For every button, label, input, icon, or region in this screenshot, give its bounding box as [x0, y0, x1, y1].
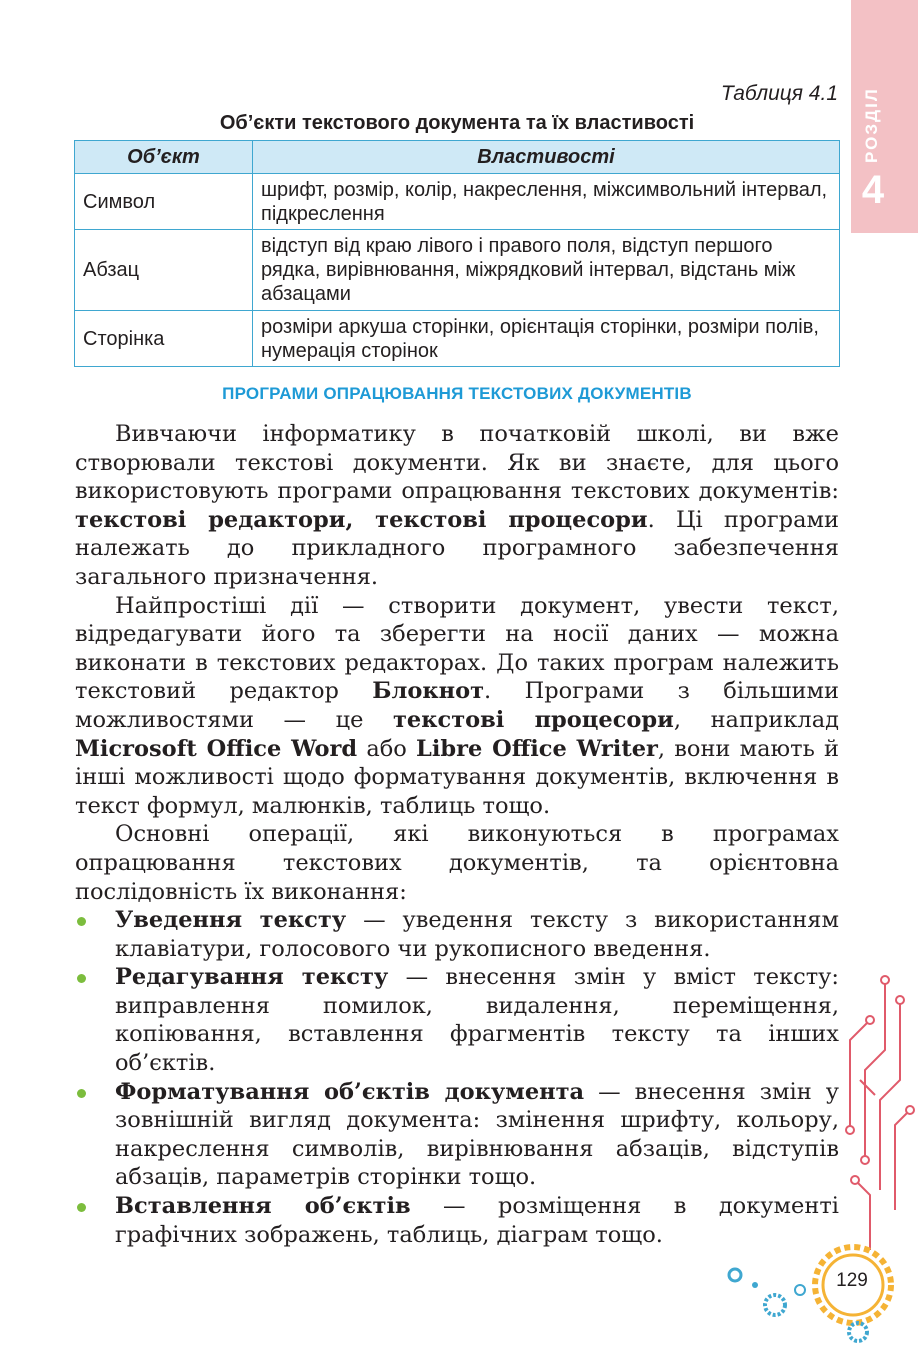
table-cell-object: Абзац [75, 230, 253, 311]
bold-term: Libre Office Writer [416, 735, 658, 762]
text-run: , [345, 506, 376, 533]
paragraph: Основні операції, які виконуються в програмах опрацювання текстових документів, та орієнтовна послідовність їх виконання: [75, 821, 839, 905]
text-run: або [357, 735, 417, 762]
table-header-row [75, 141, 840, 174]
properties-table [74, 140, 840, 367]
bullet-icon [77, 1203, 86, 1212]
bold-term: Уведення тексту [115, 907, 347, 934]
bold-term: текстові редактори [75, 506, 346, 533]
paragraph [75, 592, 839, 821]
table-cell-object: Символ [75, 174, 253, 230]
table-header-object: Об’єкт [75, 141, 253, 174]
list-item [75, 906, 839, 963]
section-title: ПРОГРАМИ ОПРАЦЮВАННЯ ТЕКСТОВИХ ДОКУМЕНТІВ [222, 384, 692, 403]
text-run: — уведення тексту з використанням клавіатури, голосового чи рукописного введення. [115, 907, 840, 962]
chapter-number: 4 [861, 168, 885, 212]
bold-term: Форматування об’єктів документа [115, 1078, 585, 1105]
text-run: . Програми з більшими можливостями — це [75, 678, 839, 733]
bold-term: Редагування тексту [115, 964, 389, 991]
text-run: — внесення змін у зовнішній вигляд документа: змінення шрифту, кольору, накреслення символів, вирівнювання абзаців, відступів абзаців, параметрів сторінки тощо. [115, 1078, 839, 1191]
bullet-icon [77, 1089, 86, 1098]
table-row [75, 311, 840, 367]
chapter-label: РОЗДІЛ [862, 87, 881, 163]
text-run: — розміщення в документі графічних зображень, таблиць, діаграм тощо. [115, 1193, 839, 1248]
bold-term: Microsoft Office Word [75, 735, 358, 762]
text-run: , наприклад [673, 706, 839, 733]
bold-term: Блокнот [372, 678, 485, 705]
table-number: Таблиця 4.1 [720, 82, 838, 105]
table-row [75, 174, 840, 230]
text-run: — внесення змін у вміст тексту: виправлення помилок, видалення, переміщення, копіювання, вставлення фрагментів тексту та інших об’єктів. [115, 964, 840, 1077]
text-run: Найпростіші дії — створити документ, увести текст, відредагувати його та зберегти на носії даних — можна виконати в текстових редакторах. До таких програм належить текстовий редактор [75, 592, 839, 705]
bold-term: Вставлення об’єктів [115, 1193, 411, 1220]
table-header-properties: Властивості [253, 141, 840, 174]
bullet-icon [77, 974, 86, 983]
gear-icon [729, 1269, 785, 1315]
circuit-pattern [700, 960, 918, 1360]
table-cell-object: Сторінка [75, 311, 253, 367]
bold-term: текстові процесори [392, 706, 674, 733]
text-run: Вивчаючи інформатику в початковій школі, ви вже створювали текстові документи. Як ви знаєте, для цього використовують програми опрацювання текстових документів: [75, 421, 839, 505]
table-caption: Об’єкти текстового документа та їх властивості [219, 112, 695, 134]
text-run: , вони мають й інші можливості щодо форматування документів, включення в текст формул, малюнків, таблиць тощо. [75, 735, 839, 819]
text-run: . Ці програми належать до прикладного програмного забезпечення загального призначення. [75, 506, 839, 590]
bullet-icon [77, 917, 86, 926]
table-row [75, 230, 840, 311]
page-number: 129 [836, 1270, 868, 1291]
table-cell-properties: шрифт, розмір, колір, накреслення, міжсимвольний інтервал, підкреслення [253, 174, 840, 230]
paragraph [75, 420, 839, 592]
table-cell-properties: відступ від краю лівого і правого поля, відступ першого рядка, вирівнювання, міжрядковий інтервал, відстань між абзацами [253, 230, 840, 311]
table-cell-properties: розміри аркуша сторінки, орієнтація сторінки, розміри полів, нумерація сторінок [253, 311, 840, 367]
bold-term: текстові процесори [375, 506, 648, 533]
